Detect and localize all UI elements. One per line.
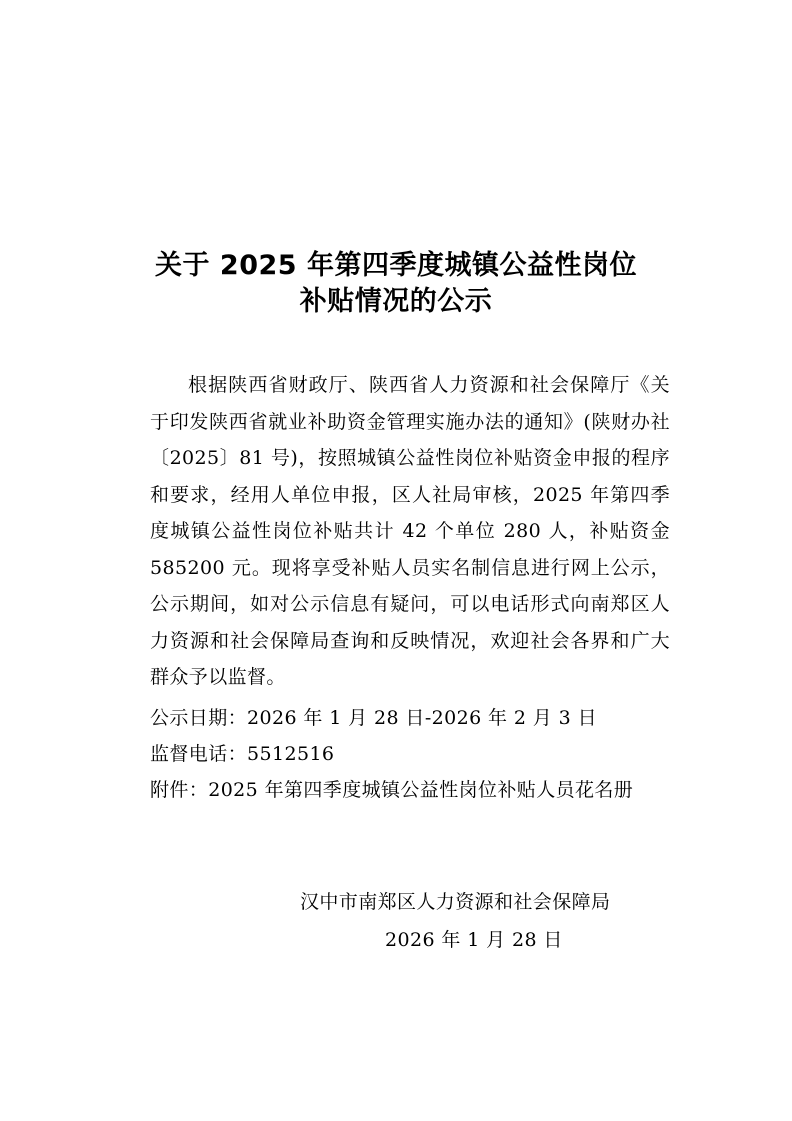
- notice-title-line-2: 补贴情况的公示: [299, 286, 493, 317]
- issuing-organization: 汉中市南郑区人力资源和社会保障局: [300, 891, 611, 913]
- attachment-line: 附件：2025 年第四季度城镇公益性岗位补贴人员花名册: [150, 779, 634, 801]
- issue-date: 2026 年 1 月 28 日: [385, 929, 563, 951]
- supervision-phone-line: 监督电话：5512516: [150, 743, 335, 765]
- notice-title-line-1: 关于 2025 年第四季度城镇公益性岗位: [155, 250, 637, 281]
- notice-body-paragraph: 根据陕西省财政厅、陕西省人力资源和社会保障厅《关于印发陕西省就业补助资金管理实施办法的通知》(陕财办社〔2025〕81 号)，按照城镇公益性岗位补贴资金申报的程序和要求，经用人单位申报，区人社局审核，2025 年第四季度城镇公益性岗位补贴共计 42 个单位 280 人，补贴资金 585200 元。现将享受补贴人员实名制信息进行网上公示，公示期间，如对公示信息有疑问，可以电话形式向南郑区人力资源和社会保障局查询和反映情况，欢迎社会各界和广大群众予以监督。: [150, 374, 670, 688]
- publicity-date-line: 公示日期：2026 年 1 月 28 日-2026 年 2 月 3 日: [150, 707, 597, 729]
